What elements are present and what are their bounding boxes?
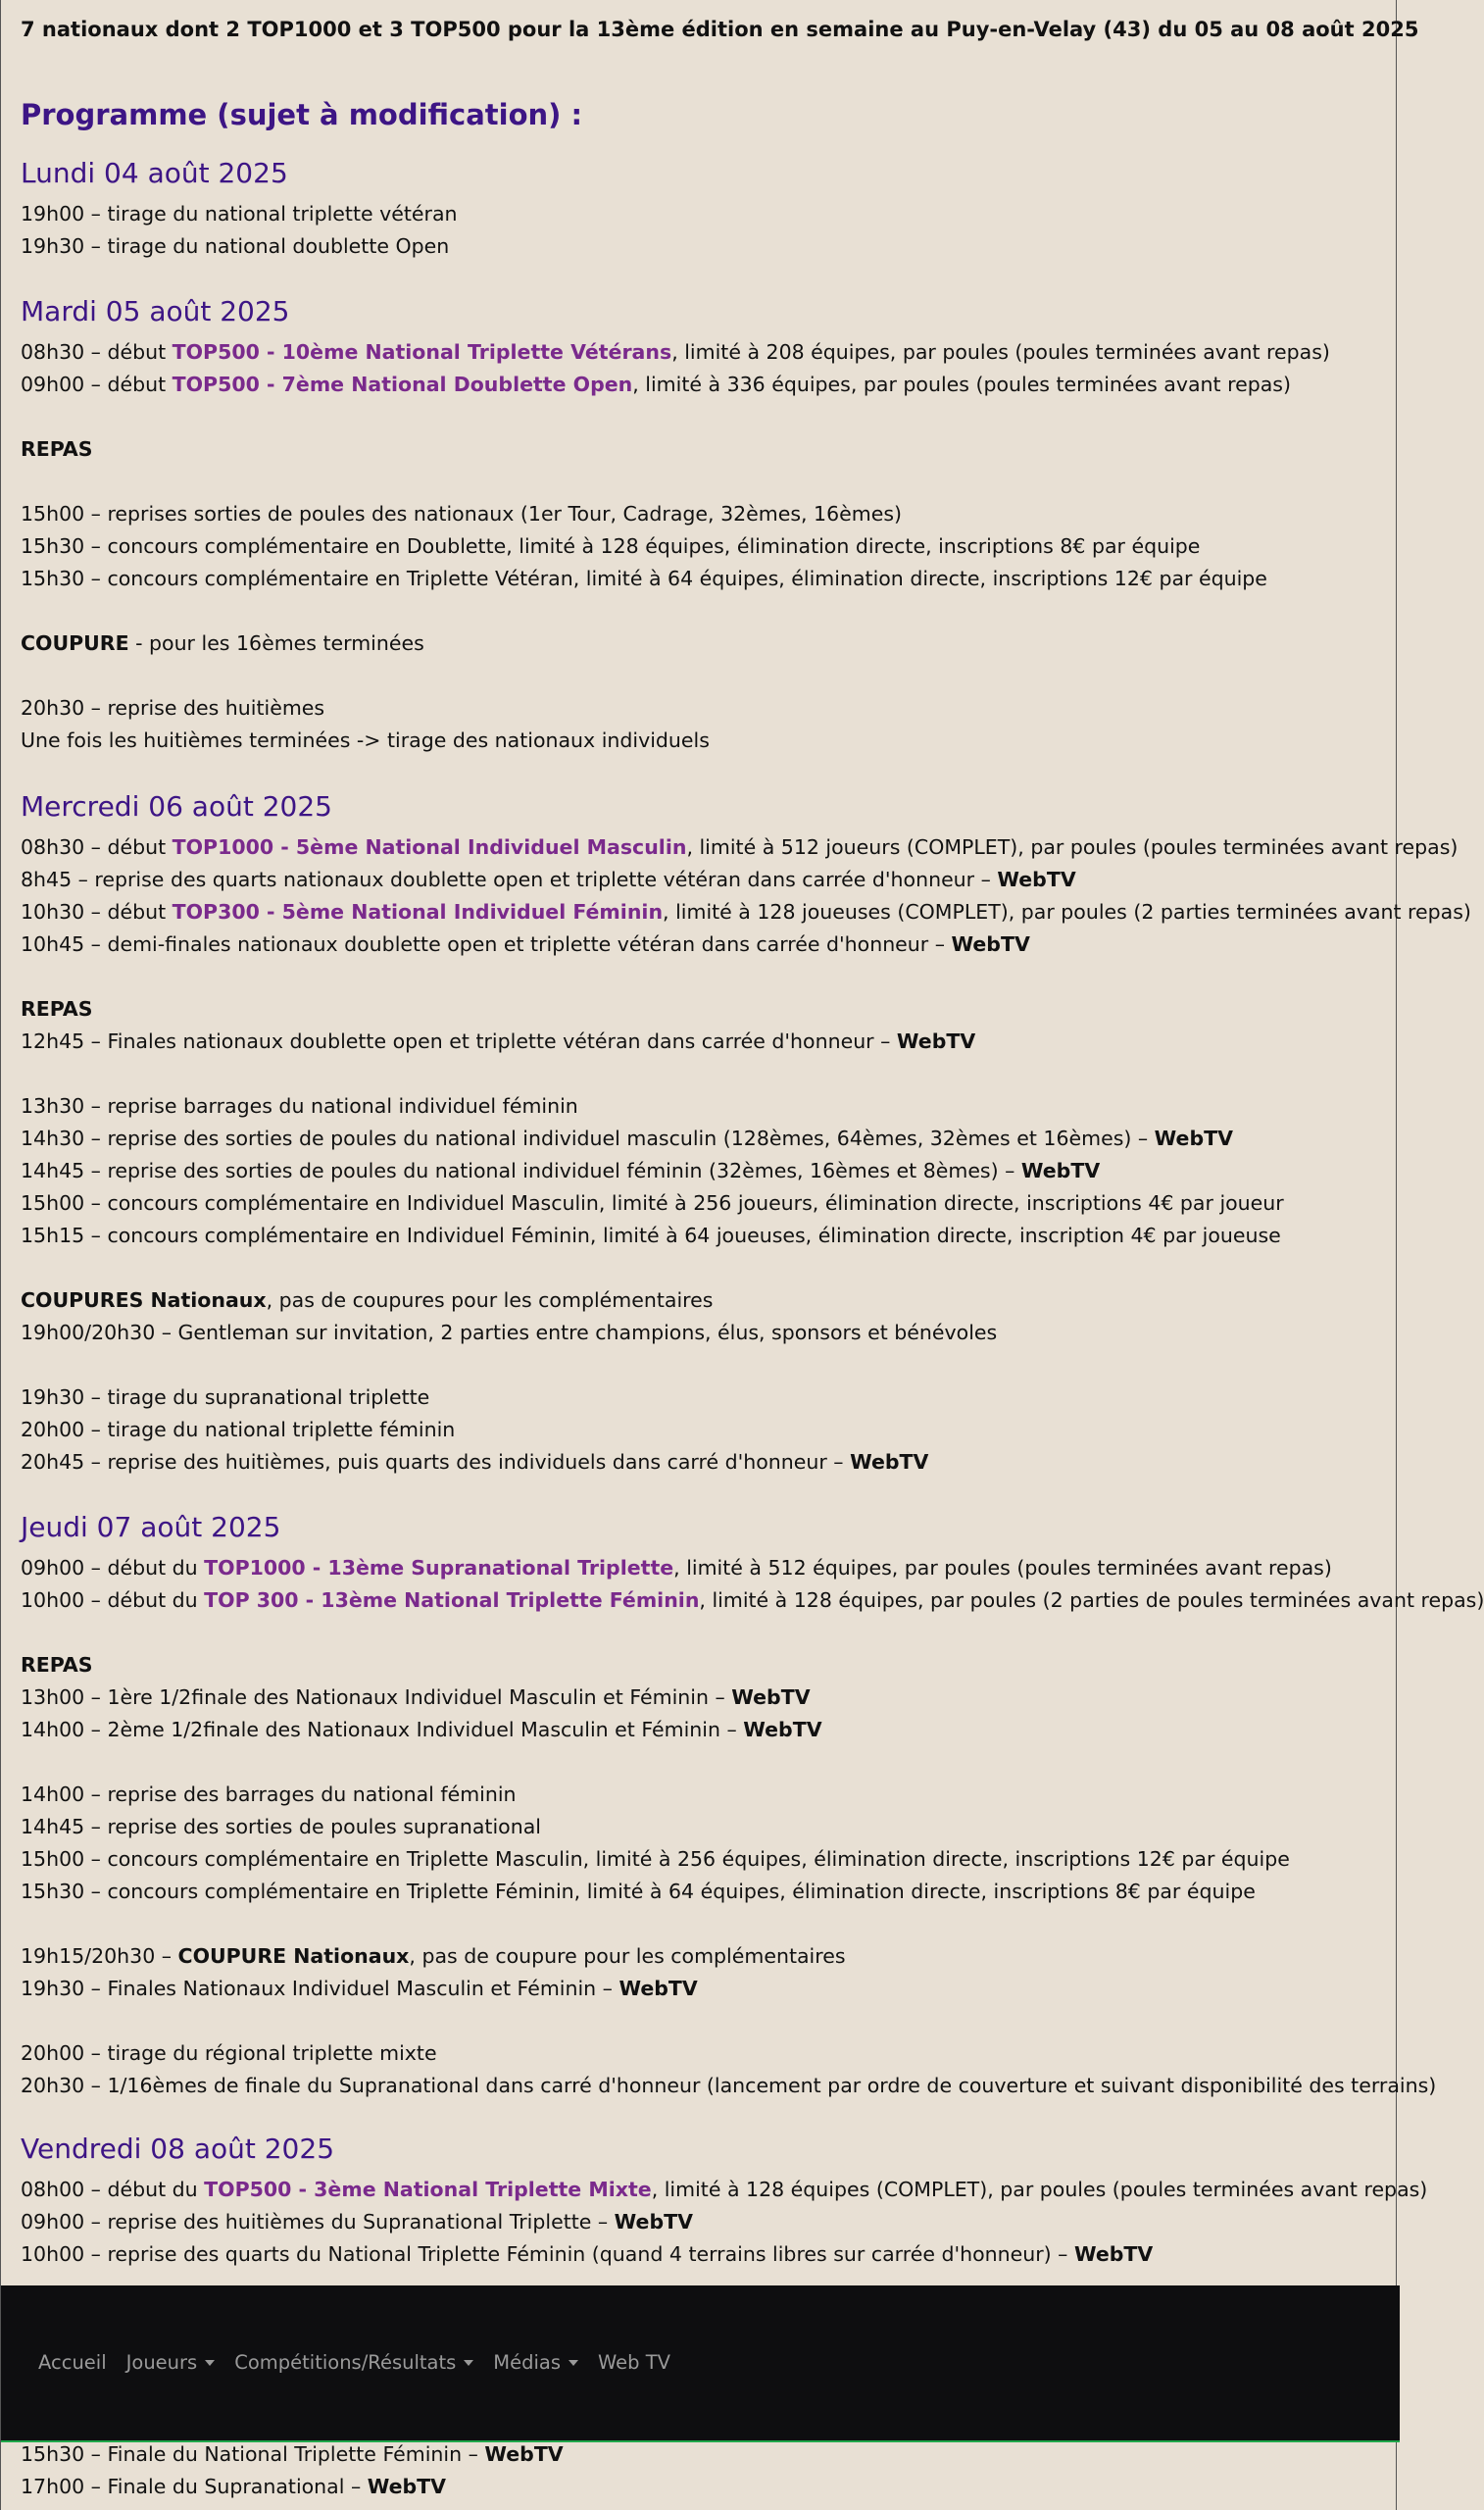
line-text: 20h45 – reprise des huitièmes, puis quarts des individuels dans carré d'honneur –: [21, 1450, 851, 1474]
line-text: 15h30 – concours complémentaire en Triplette Féminin, limité à 64 équipes, élimination directe, inscriptions 8€ par équipe: [21, 1880, 1256, 1903]
line-text: 14h00 – 2ème 1/2finale des Nationaux Individuel Masculin et Féminin –: [21, 1718, 744, 1741]
chevron-down-icon: [464, 2360, 473, 2366]
line-text: , limité à 336 équipes, par poules (poules terminées avant repas): [632, 373, 1291, 396]
schedule-line: [21, 2208, 693, 2235]
bold-text: REPAS: [21, 997, 93, 1021]
main-navbar: [1, 2285, 1400, 2442]
line-text: 15h00 – concours complémentaire en Triplette Masculin, limité à 256 équipes, élimination directe, inscriptions 12€ par équipe: [21, 1847, 1290, 1871]
schedule-line: [21, 1942, 846, 1970]
nav-item-comp-titions-r-sultats[interactable]: [234, 2351, 473, 2374]
bold-text: COUPURE: [21, 631, 129, 655]
line-text: 10h00 – début du: [21, 1588, 205, 1612]
line-text: 19h30 – tirage du supranational triplette: [21, 1385, 430, 1409]
schedule-line: [21, 2072, 1436, 2099]
nav-item-accueil[interactable]: [38, 2351, 107, 2374]
event-name-highlight: TOP1000 - 5ème National Individuel Masculin: [172, 835, 687, 859]
line-text: 15h00 – concours complémentaire en Individuel Masculin, limité à 256 joueurs, élimination directe, inscriptions 4€ par joueur: [21, 1191, 1284, 1215]
bold-text: WebTV: [1154, 1127, 1233, 1150]
bold-text: WebTV: [484, 2442, 564, 2466]
schedule-line: [21, 435, 93, 463]
schedule-line: [21, 1157, 1100, 1184]
line-text: , limité à 128 équipes (COMPLET), par poules (poules terminées avant repas): [651, 2178, 1428, 2201]
day-heading: Jeudi 07 août 2025: [21, 1511, 281, 1543]
programme-title: Programme (sujet à modification) :: [21, 98, 583, 131]
schedule-line: [21, 2440, 564, 2468]
schedule-line: [21, 1586, 1484, 1614]
schedule-line: [21, 1781, 517, 1808]
line-text: , limité à 128 équipes, par poules (2 parties de poules terminées avant repas): [699, 1588, 1484, 1612]
line-text: 10h30 – début: [21, 900, 173, 924]
bold-text: WebTV: [731, 1685, 811, 1709]
nav-item-m-dias[interactable]: [493, 2351, 578, 2374]
line-text: 15h00 – reprises sorties de poules des nationaux (1er Tour, Cadrage, 32èmes, 16èmes): [21, 502, 903, 526]
line-text: , pas de coupures pour les complémentaires: [266, 1288, 714, 1312]
line-text: , pas de coupure pour les complémentaires: [409, 1944, 846, 1968]
schedule-line: [21, 338, 1330, 366]
line-text: 19h15/20h30 –: [21, 1944, 178, 1968]
schedule-line: [21, 833, 1458, 861]
schedule-line: [21, 2176, 1427, 2203]
day-heading: Mardi 05 août 2025: [21, 295, 290, 327]
schedule-line: [21, 1554, 1332, 1581]
schedule-line: [21, 898, 1471, 926]
nav-item-label: Accueil: [38, 2351, 107, 2374]
schedule-line: [21, 371, 1291, 398]
line-text: 14h00 – reprise des barrages du national féminin: [21, 1782, 517, 1806]
event-name-highlight: TOP1000 - 13ème Supranational Triplette: [204, 1556, 674, 1580]
line-text: 19h00 – tirage du national triplette vétéran: [21, 202, 458, 226]
line-text: - pour les 16èmes terminées: [128, 631, 424, 655]
schedule-line: [21, 1189, 1284, 1217]
schedule-line: [21, 866, 1076, 893]
nav-item-web-tv[interactable]: [598, 2351, 670, 2374]
schedule-line: [21, 532, 1200, 560]
schedule-line: [21, 1845, 1290, 1873]
line-text: 15h30 – Finale du National Triplette Féminin –: [21, 2442, 485, 2466]
schedule-line: [21, 1222, 1281, 1249]
bold-text: WebTV: [997, 868, 1076, 891]
nav-item-label: Médias: [493, 2351, 562, 2374]
line-text: , limité à 512 joueurs (COMPLET), par poules (poules terminées avant repas): [686, 835, 1459, 859]
line-text: , limité à 512 équipes, par poules (poules terminées avant repas): [673, 1556, 1332, 1580]
schedule-line: [21, 1878, 1256, 1905]
bold-text: COUPURES Nationaux: [21, 1288, 267, 1312]
nav-item-label: Web TV: [598, 2351, 670, 2374]
line-text: Une fois les huitièmes terminées -> tirage des nationaux individuels: [21, 728, 710, 752]
line-text: 09h00 – reprise des huitièmes du Supranational Triplette –: [21, 2210, 615, 2234]
bold-text: WebTV: [1020, 1159, 1101, 1182]
bold-text: REPAS: [21, 437, 93, 461]
event-name-highlight: TOP 300 - 13ème National Triplette Féminin: [204, 1588, 700, 1612]
line-text: 20h00 – tirage du national triplette féminin: [21, 1418, 456, 1441]
bold-text: WebTV: [951, 932, 1030, 956]
schedule-line: [21, 232, 449, 260]
day-heading: Vendredi 08 août 2025: [21, 2133, 335, 2165]
schedule-line: [21, 629, 424, 657]
nav-item-label: Compétitions/Résultats: [234, 2351, 457, 2374]
day-heading: Mercredi 06 août 2025: [21, 790, 332, 823]
bold-text: COUPURE Nationaux: [177, 1944, 410, 1968]
line-text: 14h45 – reprise des sorties de poules du national individuel féminin (32èmes, 16èmes et 8èmes) –: [21, 1159, 1021, 1182]
line-text: 08h30 – début: [21, 340, 173, 364]
schedule-line: [21, 1028, 975, 1055]
chevron-down-icon: [569, 2360, 578, 2366]
schedule-line: [21, 1651, 93, 1679]
schedule-line: [21, 1092, 578, 1120]
schedule-line: [21, 727, 710, 754]
line-text: 19h00/20h30 – Gentleman sur invitation, 2 parties entre champions, élus, sponsors et bénévoles: [21, 1321, 998, 1344]
bold-text: WebTV: [743, 1718, 822, 1741]
chevron-down-icon: [205, 2360, 215, 2366]
schedule-line: [21, 2039, 437, 2067]
schedule-line: [21, 2473, 446, 2500]
schedule-line: [21, 1383, 429, 1411]
line-text: 20h30 – reprise des huitièmes: [21, 696, 325, 720]
line-text: 15h30 – concours complémentaire en Triplette Vétéran, limité à 64 équipes, élimination directe, inscriptions 12€ par équipe: [21, 567, 1267, 590]
bold-text: WebTV: [850, 1450, 929, 1474]
nav-menu: [38, 2351, 690, 2374]
line-text: 19h30 – tirage du national doublette Open: [21, 234, 450, 258]
schedule-line: [21, 995, 93, 1023]
line-text: 09h00 – début: [21, 373, 173, 396]
schedule-line: [21, 1286, 713, 1314]
line-text: 14h45 – reprise des sorties de poules supranational: [21, 1815, 541, 1838]
page-title: 7 nationaux dont 2 TOP1000 et 3 TOP500 pour la 13ème édition en semaine au Puy-en-Velay (43) du 05 au 08 août 2025: [21, 18, 1419, 41]
bold-text: REPAS: [21, 1653, 93, 1677]
schedule-line: [21, 1448, 928, 1476]
line-text: 19h30 – Finales Nationaux Individuel Masculin et Féminin –: [21, 1977, 619, 2000]
line-text: 17h00 – Finale du Supranational –: [21, 2475, 368, 2498]
line-text: 14h30 – reprise des sorties de poules du national individuel masculin (128èmes, 64èmes, 32èmes et 16èmes) –: [21, 1127, 1155, 1150]
event-name-highlight: TOP300 - 5ème National Individuel Féminin: [172, 900, 664, 924]
schedule-line: [21, 1683, 811, 1711]
line-text: 15h15 – concours complémentaire en Individuel Féminin, limité à 64 joueuses, élimination directe, inscription 4€ par joueuse: [21, 1224, 1281, 1247]
line-text: 10h00 – reprise des quarts du National Triplette Féminin (quand 4 terrains libres sur carrée d'honneur) –: [21, 2242, 1074, 2266]
line-text: , limité à 128 joueuses (COMPLET), par poules (2 parties terminées avant repas): [663, 900, 1471, 924]
event-name-highlight: TOP500 - 10ème National Triplette Vétérans: [172, 340, 672, 364]
line-text: , limité à 208 équipes, par poules (poules terminées avant repas): [671, 340, 1330, 364]
bold-text: WebTV: [896, 1029, 976, 1053]
schedule-line: [21, 1416, 455, 1443]
event-name-highlight: TOP500 - 7ème National Doublette Open: [172, 373, 633, 396]
bold-text: WebTV: [1073, 2242, 1154, 2266]
nav-item-joueurs[interactable]: [126, 2351, 216, 2374]
line-text: 20h00 – tirage du régional triplette mixte: [21, 2041, 437, 2065]
schedule-line: [21, 1319, 997, 1346]
line-text: 08h30 – début: [21, 835, 173, 859]
nav-item-label: Joueurs: [125, 2351, 198, 2374]
line-text: 8h45 – reprise des quarts nationaux doublette open et triplette vétéran dans carrée d'honneur –: [21, 868, 998, 891]
schedule-line: [21, 565, 1267, 592]
line-text: 13h00 – 1ère 1/2finale des Nationaux Individuel Masculin et Féminin –: [21, 1685, 732, 1709]
schedule-line: [21, 200, 458, 227]
line-text: 20h30 – 1/16èmes de finale du Supranational dans carré d'honneur (lancement par ordre de couverture et suivant disponibilité des terrains): [21, 2074, 1437, 2097]
line-text: 08h00 – début du: [21, 2178, 205, 2201]
schedule-line: [21, 500, 902, 527]
event-name-highlight: TOP500 - 3ème National Triplette Mixte: [204, 2178, 652, 2201]
line-text: 13h30 – reprise barrages du national individuel féminin: [21, 1094, 578, 1118]
line-text: 15h30 – concours complémentaire en Doublette, limité à 128 équipes, élimination directe, inscriptions 8€ par équipe: [21, 534, 1201, 558]
schedule-line: [21, 694, 324, 722]
bold-text: WebTV: [367, 2475, 447, 2498]
schedule-line: [21, 1716, 822, 1743]
schedule-line: [21, 930, 1030, 958]
line-text: 09h00 – début du: [21, 1556, 205, 1580]
schedule-line: [21, 1125, 1233, 1152]
day-heading: Lundi 04 août 2025: [21, 157, 288, 189]
line-text: 12h45 – Finales nationaux doublette open et triplette vétéran dans carrée d'honneur –: [21, 1029, 897, 1053]
schedule-line: [21, 1813, 541, 1840]
bold-text: WebTV: [618, 1977, 698, 2000]
line-text: 10h45 – demi-finales nationaux doublette open et triplette vétéran dans carrée d'honneur –: [21, 932, 952, 956]
bold-text: WebTV: [614, 2210, 693, 2234]
schedule-line: [21, 2240, 1153, 2268]
schedule-line: [21, 1975, 698, 2002]
